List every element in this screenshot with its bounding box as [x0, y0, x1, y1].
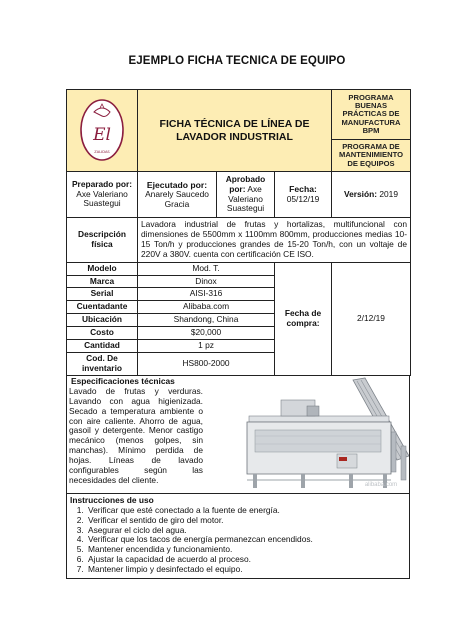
executed-by-cell: Ejecutado por: Anarely Saucedo Gracia — [138, 172, 217, 218]
version-cell: Versión: 2019 — [332, 172, 411, 218]
list-item: 3. Asegurar el ciclo del agua. — [86, 526, 406, 536]
detail-label: Marca — [67, 275, 138, 288]
sheet-main-title: FICHA TÉCNICA DE LÍNEA DE LAVADOR INDUSTRIAL — [138, 90, 332, 172]
svg-text:El: El — [93, 125, 111, 146]
details-table — [66, 217, 411, 376]
specs-table — [66, 375, 410, 494]
detail-value: AISI-316 — [138, 288, 275, 301]
authors-table — [66, 171, 411, 218]
specs-cell — [67, 375, 410, 493]
list-item: 7. Mantener limpio y desinfectado el equipo. — [86, 565, 406, 575]
description-text: Lavadora industrial de frutas y hortalizas, multifuncional con dimensiones de 5500mm x 1100mm 800mm, producciones medias 10-15 Ton/h y producciones grandes de 15-20 Ton/h, con un voltaje de 220V a 380V. cuenta con certificación CE ISO. — [138, 218, 411, 263]
detail-label: Costo — [67, 327, 138, 340]
purchase-date-value: 2/12/19 — [332, 262, 411, 375]
page-title: EJEMPLO FICHA TECNICA DE EQUIPO — [128, 55, 346, 67]
detail-label: Serial — [67, 288, 138, 301]
detail-label: Cantidad — [67, 340, 138, 353]
instructions-title: Instrucciones de uso — [70, 494, 154, 505]
list-item: 1. Verificar que esté conectado a la fuente de energía. — [86, 506, 406, 516]
description-label: Descripción física — [67, 218, 138, 263]
approved-by-cell: Aprobado por: Axe Valeriano Suastegui — [217, 172, 275, 218]
specs-text: Lavado de frutas y verduras. Lavando con agua higienizada. Secado a temperatura ambiente o con aire caliente. Ahorro de agua, gasoil y detergente. Menor castigo mecánico (menos golpes, sin manchas). Mínimo perdida de hojas. Líneas de lavado configurables según las necesidades del cliente. — [69, 385, 203, 485]
date-cell: Fecha: 05/12/19 — [275, 172, 332, 218]
svg-text:alibaba.com: alibaba.com — [364, 481, 398, 488]
logo-cell — [67, 90, 138, 172]
list-item: 4. Verificar que los tacos de energía permanezcan encendidos. — [86, 535, 406, 545]
program-maintenance: PROGRAMA DE MANTENIMIENTO DE EQUIPOS — [332, 140, 411, 172]
purchase-date-label: Fecha de compra: — [275, 262, 332, 375]
detail-label: Cuentadante — [67, 301, 138, 314]
detail-label: Ubicación — [67, 314, 138, 327]
detail-label: Modelo — [67, 262, 138, 275]
list-item: 2. Verificar el sentido de giro del motor. — [86, 516, 406, 526]
equipment-sheet — [66, 89, 410, 579]
detail-value: Mod. T. — [138, 262, 275, 275]
detail-value: 1 pz — [138, 340, 275, 353]
detail-value: Shandong, China — [138, 314, 275, 327]
detail-value: Dinox — [138, 275, 275, 288]
list-item: 6. Ajustar la capacidad de acuerdo al proceso. — [86, 555, 406, 565]
detail-value: $20,000 — [138, 327, 275, 340]
washer-machine-image — [241, 376, 410, 493]
detail-value: HS800-2000 — [138, 352, 275, 375]
instructions-cell — [67, 493, 410, 578]
program-bpm: PROGRAMA BUENAS PRÁCTICAS DE MANUFACTURA BPM — [332, 90, 411, 140]
svg-text:ZALIDAS: ZALIDAS — [94, 150, 110, 155]
instructions-table — [66, 493, 410, 579]
company-logo — [78, 96, 126, 162]
detail-value: Alibaba.com — [138, 301, 275, 314]
instructions-list — [70, 506, 406, 575]
specs-title: Especificaciones técnicas — [71, 375, 175, 386]
detail-label: Cod. De inventario — [67, 352, 138, 375]
list-item: 5. Mantener encendida y funcionamiento. — [86, 545, 406, 555]
prepared-by-cell: Preparado por: Axe Valeriano Suastegui — [67, 172, 138, 218]
header-table — [66, 89, 411, 172]
